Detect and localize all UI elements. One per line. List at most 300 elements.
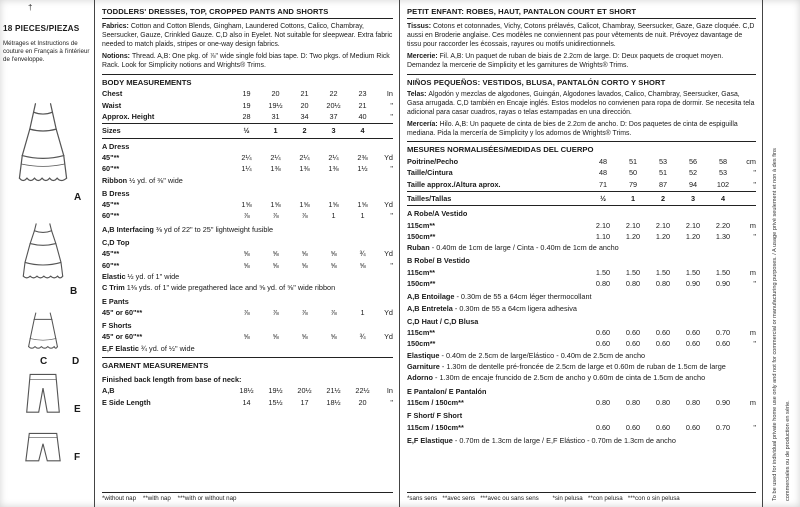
mercerie-text: Fil. A,B: Un paquet de ruban de biais de 2.2cm de large. D: Deux paquets de croquet moyen. Demandez la mercerie de Simplicity et les garnitures de Wrights® Trims. xyxy=(407,53,724,70)
row-value: ⅝ xyxy=(272,260,279,270)
row-value: 19 xyxy=(242,89,251,99)
row-unit: " xyxy=(753,231,756,241)
row-label: 60"** xyxy=(102,211,120,221)
row-value: 20 xyxy=(271,89,280,99)
row-unit: m xyxy=(749,220,756,230)
tissus-paragraph xyxy=(407,22,756,49)
row-value: 0.60 xyxy=(685,339,701,349)
row-label: 45" or 60"** xyxy=(102,332,143,342)
table-row xyxy=(102,331,393,342)
telas-text: Algodón y mezclas de algodones, Guingán, Algodones lavados, Calico, Chambray, Seersucker, Gasa, Gasa arrugada. C,D también en Encaje inglés. Estos modelos no convienen para ropa de dormir. Se necesita tela adicional para casar cuadros, rayas o telas estampadas en una dirección. xyxy=(407,90,755,116)
row-value: 1⅝ xyxy=(241,200,252,210)
table-row xyxy=(102,271,393,282)
table-row xyxy=(407,386,756,397)
dress-a-sketch xyxy=(10,98,76,198)
row-value: 18½ xyxy=(239,386,254,396)
table-row xyxy=(407,435,756,446)
row-label: 45"** xyxy=(102,200,120,210)
row-value: 1.10 xyxy=(595,231,611,241)
notions-paragraph xyxy=(102,52,393,70)
row-value: ½ xyxy=(243,126,250,136)
row-value: 2¼ xyxy=(328,152,339,162)
row-value: 1⅜ xyxy=(328,164,339,174)
row-value: 1¼ xyxy=(241,164,252,174)
row-unit: Yd xyxy=(384,200,393,210)
telas-label: Telas: xyxy=(407,90,427,98)
row-value: 0.80 xyxy=(625,279,641,288)
table-row xyxy=(102,175,393,186)
row-value: ⅝ xyxy=(272,332,279,342)
row-unit: In xyxy=(386,89,393,99)
yardage-table-english xyxy=(102,74,393,408)
merceria-label: Mercería: xyxy=(407,120,438,128)
table-row xyxy=(102,88,393,99)
row-label: Adorno xyxy=(407,373,433,383)
table-row xyxy=(407,255,756,266)
table-row xyxy=(407,267,756,278)
row-unit: Yd xyxy=(384,332,393,342)
row-label: 115cm / 150cm** xyxy=(407,397,464,407)
foreign-footnote: *sans sens **avec sens ***avec ou sans sens *sin pelusa **con pelusa ***con o sin pelusa xyxy=(407,492,756,502)
row-value: 23 xyxy=(358,89,367,99)
row-value: 0.80 xyxy=(595,397,611,407)
dagger-mark: † xyxy=(28,3,33,12)
row-value: 2¼ xyxy=(299,152,310,162)
row-value: 0.80 xyxy=(595,279,611,288)
spanish-title: NIÑOS PEQUEÑOS: VESTIDOS, BLUSA, PANTALÓN CORTO Y SHORT xyxy=(407,74,756,89)
row-unit: " xyxy=(390,397,393,407)
row-label: 150cm** xyxy=(407,339,436,349)
table-row xyxy=(102,141,393,152)
garment-label-a: A xyxy=(74,192,82,203)
table-row xyxy=(407,156,756,167)
row-label: 60"** xyxy=(102,164,120,174)
table-row xyxy=(102,248,393,259)
row-text: - 0.30m de 55 a 64cm ligera adhesiva xyxy=(452,303,577,313)
row-label: E Pants xyxy=(102,296,129,306)
row-value: ⅞ xyxy=(301,211,308,221)
table-row xyxy=(102,296,393,307)
row-value: 1⅜ xyxy=(299,164,310,174)
row-value: 0.60 xyxy=(655,328,671,338)
row-unit: Yd xyxy=(384,249,393,259)
row-value: ⅝ xyxy=(301,332,308,342)
table-row xyxy=(102,199,393,210)
table-row xyxy=(407,208,756,219)
row-value: 3 xyxy=(690,193,696,203)
row-value: 19 xyxy=(242,100,251,110)
row-value: 20 xyxy=(300,100,309,110)
row-value: ⅞ xyxy=(272,307,279,317)
row-unit: m xyxy=(749,267,756,277)
row-value: ⅝ xyxy=(243,260,250,270)
row-value: 94 xyxy=(688,179,698,189)
row-text: ⅜ yd of 22" to 25" lightweight fusible xyxy=(153,224,274,234)
row-label: E,F Elastique xyxy=(407,435,453,445)
row-value: 1.50 xyxy=(625,267,641,277)
row-label: 45"** xyxy=(102,152,120,162)
row-value: 2 xyxy=(302,126,307,136)
row-value: ⅝ xyxy=(243,332,250,342)
row-text: - 0.40m de 1cm de large / Cinta - 0.40m de 1cm de ancho xyxy=(429,243,619,253)
table-row xyxy=(102,111,393,122)
row-value: ¾ xyxy=(359,332,366,342)
row-label: Taille approx./Altura aprox. xyxy=(407,179,501,189)
row-value: 56 xyxy=(688,157,698,167)
row-text: - 0.70m de 1.3cm de large / E,F Elástico - 0.70m de 1.3cm de ancho xyxy=(452,435,676,445)
foreign-column xyxy=(400,0,763,507)
row-text: - 0.40m de 2.5cm de large/Elástico - 0.40m de 2.5cm de ancho xyxy=(439,350,646,360)
row-value: 50 xyxy=(628,168,638,178)
table-row xyxy=(102,307,393,318)
row-label: Chest xyxy=(102,89,123,99)
english-footnote: *without nap **with nap ***with or without nap xyxy=(102,492,393,502)
row-label: Elastique xyxy=(407,350,440,360)
row-label: E Side Length xyxy=(102,397,151,407)
row-label: GARMENT MEASUREMENTS xyxy=(102,361,209,371)
row-value: 20 xyxy=(358,397,367,407)
row-value: ⅝ xyxy=(243,249,250,259)
tissus-label: Tissus: xyxy=(407,23,431,30)
row-value: ⅝ xyxy=(330,249,337,259)
row-value: 51 xyxy=(628,157,638,167)
row-label: Ruban xyxy=(407,243,430,253)
table-row xyxy=(102,123,393,138)
english-column xyxy=(95,0,400,507)
table-row xyxy=(407,372,756,383)
row-text: ¾ yd. of ½" wide xyxy=(138,343,195,353)
row-value: 1½ xyxy=(357,164,368,174)
row-value: 21 xyxy=(300,89,309,99)
disclaimer-line-1: To be used for individual private home use only and not for commercial or manufacturing purposes. / A usage privé seulement et non à des fins xyxy=(772,148,779,501)
table-row xyxy=(407,397,756,408)
row-label: Sizes xyxy=(102,126,121,136)
row-value: 3 xyxy=(331,126,336,136)
row-value: 102 xyxy=(716,179,730,189)
row-unit: m xyxy=(749,397,756,407)
row-value: ⅞ xyxy=(330,307,337,317)
row-value: ⅞ xyxy=(272,211,279,221)
garment-label-b: B xyxy=(70,286,78,297)
row-value: ⅞ xyxy=(243,211,250,221)
row-value: 22 xyxy=(329,89,338,99)
row-value: 48 xyxy=(598,157,608,167)
table-row xyxy=(407,141,756,156)
row-value: ⅝ xyxy=(301,260,308,270)
row-value: 2 xyxy=(660,193,666,203)
row-label: Poitrine/Pecho xyxy=(407,157,459,167)
notions-text: Thread. A,B: One pkg. of ⅞" wide single fold bias tape. D: Two pkgs. of Medium Rick Rack. Look for Simplicity notions and Wrights® Trims. xyxy=(102,53,390,70)
row-value: 0.60 xyxy=(625,422,641,432)
fabrics-text: Cotton and Cotton Blends, Gingham, Laundered Cottons, Calico, Chambray, Seersucker, Gauze, Crinkled Gauze. C,D also in Eyelet. Not suitable for sleepwear. Extra fabric needed to match plaids, stripes or one-way design fabrics. xyxy=(102,23,393,49)
row-label: BODY MEASUREMENTS xyxy=(102,77,192,87)
row-value: 1.50 xyxy=(685,267,701,277)
table-row xyxy=(407,327,756,338)
row-value: 0.90 xyxy=(685,279,701,288)
table-row xyxy=(102,320,393,331)
row-value: 0.60 xyxy=(595,422,611,432)
row-value: 0.60 xyxy=(685,422,701,432)
row-label: Approx. Height xyxy=(102,112,155,122)
row-value: 0.80 xyxy=(655,279,671,288)
dress-b-sketch xyxy=(13,214,73,292)
row-text: 1⅜ yds. of 1" wide pregathered lace and ⅝ yd. of ⅝" wide ribbon xyxy=(124,283,336,293)
row-value: 1 xyxy=(630,193,636,203)
table-row xyxy=(407,338,756,349)
row-text: - 1.30m de dentelle pré-froncée de 2.5cm de large et 0.60m de ruban de 1.5cm de large xyxy=(439,362,726,372)
row-label: MESURES NORMALISÉES/MEDIDAS DEL CUERPO xyxy=(407,145,594,155)
row-value: 0.90 xyxy=(715,279,731,288)
table-row xyxy=(102,374,393,385)
row-label: E,F Elastic xyxy=(102,343,139,353)
row-unit: " xyxy=(753,279,756,288)
table-row xyxy=(407,422,756,433)
row-value: 37 xyxy=(329,112,338,122)
row-value: 2.20 xyxy=(715,220,731,230)
row-label: A Robe/A Vestido xyxy=(407,209,468,219)
row-label: A,B Entretela xyxy=(407,303,453,313)
row-value: 34 xyxy=(300,112,309,122)
row-value: 20½ xyxy=(297,386,312,396)
row-value: ⅝ xyxy=(330,260,337,270)
row-value: 31 xyxy=(271,112,280,122)
merceria-text: Hilo. A,B: Un paquete de cinta de bies de 2.2cm de ancho. D: Dos paquetes de cinta de espiguilla mediana. Pida la mercería de Simplicity y los adornos de Wrights® Trims. xyxy=(407,120,738,137)
row-value: 20½ xyxy=(326,100,341,110)
row-value: 2.10 xyxy=(625,220,641,230)
disclaimer-strip xyxy=(763,0,800,507)
row-unit: " xyxy=(390,211,393,221)
row-label: B Dress xyxy=(102,188,130,198)
row-value: ⅝ xyxy=(301,249,308,259)
garment-label-d: D xyxy=(72,356,80,367)
table-row xyxy=(407,231,756,242)
row-value: 1.20 xyxy=(625,231,641,241)
fabrics-paragraph xyxy=(102,22,393,49)
row-label: Tailles/Tallas xyxy=(407,193,452,203)
row-label: F Short/ F Short xyxy=(407,411,463,421)
row-label: C,D Top xyxy=(102,238,130,248)
mercerie-label: Mercerie: xyxy=(407,53,438,61)
metric-table-foreign xyxy=(407,141,756,446)
table-row xyxy=(407,316,756,327)
row-value: 2⅜ xyxy=(357,152,368,162)
row-value: 0.80 xyxy=(685,397,701,407)
row-value: 87 xyxy=(658,179,668,189)
row-label: A,B Interfacing xyxy=(102,224,154,234)
merceria-paragraph xyxy=(407,120,756,138)
french-envelope-note: Métrages et Instructions de couture en Français à l'intérieur de l'enveloppe. xyxy=(3,40,90,64)
row-unit: " xyxy=(390,164,393,174)
table-row xyxy=(102,224,393,235)
row-label: A Dress xyxy=(102,141,130,151)
row-value: 52 xyxy=(688,168,698,178)
row-value: 21½ xyxy=(326,386,341,396)
row-label: A,B xyxy=(102,386,115,396)
row-value: 2¼ xyxy=(270,152,281,162)
table-row xyxy=(102,100,393,111)
row-unit: m xyxy=(749,328,756,338)
row-value: 0.80 xyxy=(625,397,641,407)
row-value: 0.60 xyxy=(715,339,731,349)
row-value: 58 xyxy=(718,157,728,167)
row-value: 1.20 xyxy=(685,231,701,241)
table-row xyxy=(407,361,756,372)
row-value: 15½ xyxy=(268,397,283,407)
row-value: 2¼ xyxy=(241,152,252,162)
row-value: 53 xyxy=(658,157,668,167)
row-value: 0.60 xyxy=(625,339,641,349)
row-label: 150cm** xyxy=(407,279,436,288)
row-label: 115cm** xyxy=(407,267,435,277)
row-value: 0.60 xyxy=(595,328,611,338)
row-value: 1 xyxy=(273,126,278,136)
table-row xyxy=(407,167,756,178)
row-value: ½ xyxy=(599,193,607,203)
row-label: F Shorts xyxy=(102,321,132,331)
row-label: Garniture xyxy=(407,362,440,372)
row-label: E Pantalon/ E Pantalón xyxy=(407,386,487,396)
row-value: 19½ xyxy=(268,386,283,396)
row-text: ½ yd. of 1" wide xyxy=(125,271,180,281)
pants-e-sketch xyxy=(13,370,73,420)
table-row xyxy=(102,385,393,396)
row-value: 28 xyxy=(242,112,251,122)
row-value: 0.60 xyxy=(655,422,671,432)
row-value: 1⅜ xyxy=(270,164,281,174)
row-label: 45"** xyxy=(102,249,120,259)
row-unit: " xyxy=(390,100,393,110)
row-value: 53 xyxy=(718,168,728,178)
row-label: Waist xyxy=(102,100,122,110)
table-row xyxy=(102,152,393,163)
table-row xyxy=(407,291,756,302)
table-row xyxy=(102,163,393,174)
row-label: Ribbon xyxy=(102,175,128,185)
row-unit: " xyxy=(753,422,756,432)
table-row xyxy=(102,74,393,89)
row-value: 4 xyxy=(720,193,726,203)
top-cd-sketch xyxy=(15,306,71,360)
row-label: C Trim xyxy=(102,283,125,293)
table-row xyxy=(407,242,756,253)
row-label: 45" or 60"** xyxy=(102,307,143,317)
tissus-text: Cotons et cotonnades, Vichy, Cotons prélavés, Calicot, Chambray, Seersucker, Gaze, Gaze cloquée. C,D aussi en Broderie anglaise. Ces modèles ne conviennent pas pour vêtements de nuit. Prévoyez davantage de tissu pour raccorder les écossais, rayures ou motifs unidirectionnels. xyxy=(407,23,755,49)
mercerie-paragraph xyxy=(407,52,756,70)
row-value: 0.70 xyxy=(715,328,731,338)
row-unit: " xyxy=(753,339,756,349)
row-value: 1.20 xyxy=(655,231,671,241)
shorts-f-sketch xyxy=(13,428,73,468)
row-value: 0.70 xyxy=(715,422,731,432)
row-value: 1 xyxy=(360,211,365,221)
table-row xyxy=(407,410,756,421)
row-value: 1.50 xyxy=(655,267,671,277)
row-value: 2.10 xyxy=(685,220,701,230)
row-value: ⅞ xyxy=(243,307,250,317)
table-row xyxy=(407,303,756,314)
row-unit: " xyxy=(390,112,393,122)
table-row xyxy=(407,191,756,206)
table-row xyxy=(102,343,393,354)
notions-label: Notions: xyxy=(102,53,130,61)
table-row xyxy=(407,179,756,190)
garment-label-f: F xyxy=(74,452,81,463)
telas-paragraph xyxy=(407,90,756,117)
table-row xyxy=(102,237,393,248)
row-value: 1⅝ xyxy=(357,200,368,210)
row-label: 115cm** xyxy=(407,220,435,230)
row-text: - 0.30m de 55 a 64cm léger thermocollant xyxy=(454,292,592,302)
row-unit: cm xyxy=(746,157,756,167)
row-unit: Yd xyxy=(384,152,393,162)
row-value: 17 xyxy=(300,397,309,407)
table-row xyxy=(102,357,393,372)
row-value: 1⅝ xyxy=(270,200,281,210)
row-unit: In xyxy=(386,386,393,396)
row-label: B Robe/ B Vestido xyxy=(407,256,470,266)
row-value: 51 xyxy=(658,168,668,178)
table-row xyxy=(102,188,393,199)
row-value: 2.10 xyxy=(655,220,671,230)
garment-label-e: E xyxy=(74,404,81,415)
row-unit: " xyxy=(390,260,393,270)
english-title: TODDLERS' DRESSES, TOP, CROPPED PANTS AND SHORTS xyxy=(102,7,393,19)
row-label: Elastic xyxy=(102,271,126,281)
fabrics-label: Fabrics: xyxy=(102,23,129,30)
row-label: C,D Haut / C,D Blusa xyxy=(407,316,479,326)
row-value: 40 xyxy=(358,112,367,122)
row-value: 0.60 xyxy=(625,328,641,338)
row-value: 0.60 xyxy=(685,328,701,338)
row-value: 2.10 xyxy=(595,220,611,230)
row-label: A,B Entoilage xyxy=(407,292,455,302)
row-unit: " xyxy=(753,179,756,189)
row-text: - 1.30m de encaje fruncido de 2.5cm de ancho y 0.60m de cinta de 1.5cm de ancho xyxy=(432,373,706,383)
row-value: ⅝ xyxy=(330,332,337,342)
row-value: ¾ xyxy=(359,249,366,259)
row-value: 14 xyxy=(242,397,251,407)
row-value: 0.60 xyxy=(655,339,671,349)
row-label: 60"** xyxy=(102,260,120,270)
disclaimer-line-2: commerciales ou de production en série. xyxy=(784,400,791,501)
row-value: 1 xyxy=(360,307,365,317)
row-value: 1⅝ xyxy=(299,200,310,210)
table-row xyxy=(102,210,393,221)
row-unit: " xyxy=(753,168,756,178)
row-unit: Yd xyxy=(384,307,393,317)
row-value: 0.80 xyxy=(655,397,671,407)
row-value: 79 xyxy=(628,179,638,189)
table-row xyxy=(102,397,393,408)
row-label: 115cm** xyxy=(407,328,435,338)
piece-count: 18 PIECES/PIEZAS xyxy=(3,24,80,33)
row-value: 71 xyxy=(598,179,608,189)
row-value: 48 xyxy=(598,168,608,178)
french-title: PETIT ENFANT: ROBES, HAUT, PANTALON COURT ET SHORT xyxy=(407,7,756,19)
row-value: 0.90 xyxy=(715,397,731,407)
row-value: 0.60 xyxy=(595,339,611,349)
row-value: 1.50 xyxy=(595,267,611,277)
row-value: 22½ xyxy=(355,386,370,396)
row-value: 1.50 xyxy=(715,267,731,277)
row-label: 115cm / 150cm** xyxy=(407,422,464,432)
garment-label-c: C xyxy=(40,356,48,367)
row-value: 1⅝ xyxy=(328,200,339,210)
row-text: ½ yd. of ⅜" wide xyxy=(127,175,183,185)
row-label: Finished back length from base of neck: xyxy=(102,374,242,384)
table-row xyxy=(102,282,393,293)
illustration-panel xyxy=(0,0,95,507)
